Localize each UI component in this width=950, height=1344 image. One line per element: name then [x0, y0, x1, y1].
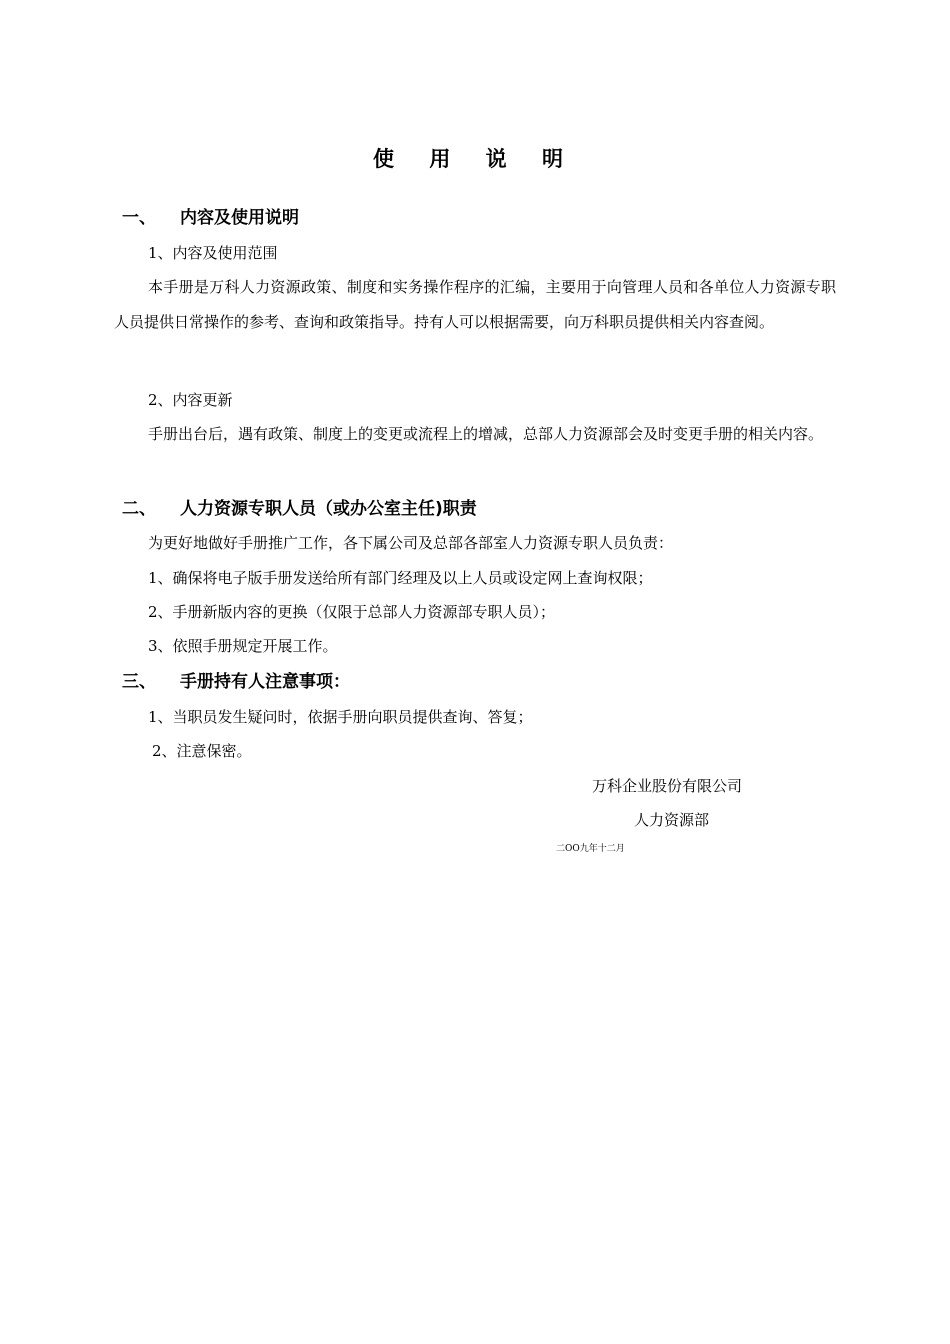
- section-3-heading: [122, 669, 350, 695]
- section-2-item-1: 1、确保将电子版手册发送给所有部门经理及以上人员或设定网上查询权限；: [148, 569, 653, 587]
- section-1-item-2-text: 手册出台后，遇有政策、制度上的变更或流程上的增减，总部人力资源部会及时变更手册的相关内容。: [148, 425, 824, 443]
- section-2-heading: [122, 496, 477, 522]
- section-3-item-2: 2、注意保密。: [152, 742, 252, 760]
- section-2-intro: 为更好地做好手册推广工作，各下属公司及总部各部室人力资源专职人员负责：: [148, 534, 674, 552]
- section-1-item-1-label: 1、内容及使用范围: [148, 244, 278, 262]
- section-1-title: 内容及使用说明: [180, 208, 299, 228]
- section-2-number: 二、: [122, 499, 156, 519]
- section-3-title: 手册持有人注意事项：: [180, 672, 350, 692]
- document-title: 使 用 说 明: [373, 147, 577, 171]
- signature-company: 万科企业股份有限公司: [592, 777, 743, 795]
- section-1-heading: [122, 205, 299, 231]
- section-2-item-3: 3、依照手册规定开展工作。: [148, 637, 338, 655]
- section-1-item-1-text: 本手册是万科人力资源政策、制度和实务操作程序的汇编，主要用于向管理人员和各单位人力资源专职人员提供日常操作的参考、查询和政策指导。持有人可以根据需要，向万科职员提供相关内容查阅。: [114, 278, 836, 331]
- section-1-item-2-label: 2、内容更新: [148, 391, 233, 409]
- signature-department: 人力资源部: [634, 811, 710, 829]
- section-3-item-1: 1、当职员发生疑问时，依据手册向职员提供查询、答复；: [148, 708, 533, 726]
- section-2-item-2: 2、手册新版内容的更换（仅限于总部人力资源部专职人员）；: [148, 603, 556, 621]
- section-1-number: 一、: [122, 208, 156, 228]
- signature-date: 二OO九年十二月: [556, 844, 625, 854]
- section-2-title: 人力资源专职人员（或办公室主任)职责: [180, 499, 477, 519]
- section-3-number: 三、: [122, 672, 156, 692]
